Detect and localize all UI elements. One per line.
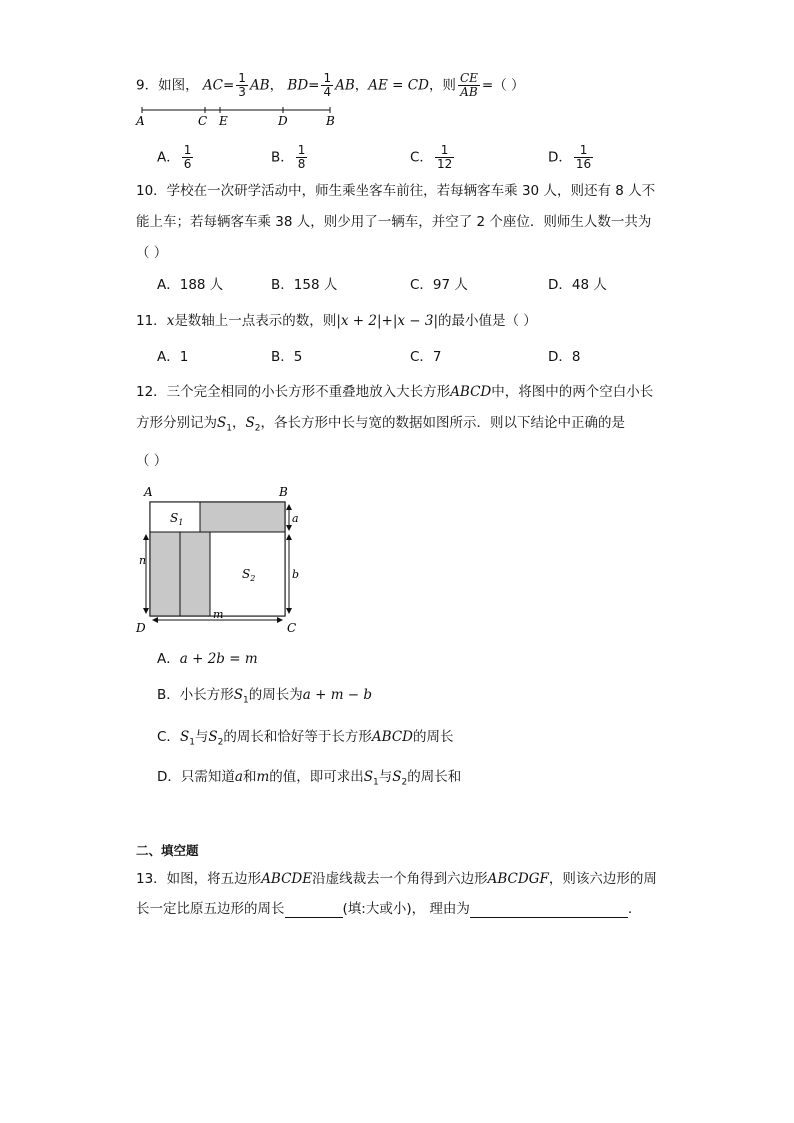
s2-sub: 2 — [250, 574, 256, 583]
segment-bd: BD — [287, 77, 309, 94]
q12-text: 方形分别记为 — [136, 415, 217, 431]
option-label: D．只需知道 — [157, 769, 235, 785]
condition-ae-cd: AE = CD — [368, 77, 429, 94]
question-12-line-1 — [136, 383, 653, 401]
fraction-denominator: 8 — [297, 157, 306, 171]
s2-symbol: S — [392, 769, 402, 785]
question-9-stem — [136, 72, 525, 99]
question-12-line-3: （ ） — [136, 453, 168, 469]
option-label: A． — [157, 651, 180, 667]
s2-symbol: S — [245, 415, 255, 431]
fraction-denominator: 6 — [183, 157, 192, 171]
question-10-line-1: 10．学校在一次研学活动中，师生乘坐客车前往，若每辆客车乘 30 人，则还有 8 人不 — [136, 183, 656, 199]
point-label-d: D — [278, 114, 288, 128]
dimension-b-label: b — [292, 568, 300, 581]
q11-option-d[interactable]: D．8 — [548, 349, 581, 365]
vertex-a-label: A — [144, 485, 153, 499]
q9-then: ，则 — [428, 77, 456, 94]
shaded-rect-top — [200, 502, 285, 532]
s2-subscript: 2 — [401, 777, 408, 788]
dimension-a-label: a — [292, 512, 299, 525]
option-fraction — [574, 144, 593, 171]
number-line-figure — [134, 104, 344, 128]
rect-abcd-label: ABCD — [371, 729, 413, 745]
option-label: D． — [548, 149, 572, 166]
q13-text: ，则该六边形的周 — [548, 871, 657, 887]
point-label-e: E — [219, 114, 228, 128]
absolute-value-expression: |x + 2|+|x − 3| — [336, 313, 439, 329]
dimension-m-label: m — [213, 608, 224, 621]
equals-sign: = — [222, 77, 235, 94]
q11-option-b[interactable]: B．5 — [271, 349, 303, 365]
q11-text: 是数轴上一点表示的数，则 — [174, 313, 337, 329]
s1-symbol: S — [217, 415, 227, 431]
answer-blank-2[interactable] — [470, 903, 628, 918]
fraction-numerator: 1 — [574, 144, 593, 158]
fraction-denominator: 12 — [436, 157, 453, 171]
s1-sub: 1 — [178, 518, 184, 527]
option-label: A． — [157, 149, 180, 166]
vertex-d-label: D — [136, 621, 146, 635]
answer-blank-1[interactable] — [285, 903, 343, 918]
s1-subscript: 1 — [373, 777, 379, 788]
fraction-numerator: CE — [459, 71, 478, 85]
vertex-c-label: C — [287, 621, 297, 635]
segment-ab: AB — [335, 77, 355, 94]
q13-text: 沿虚线裁去一个角得到六边形 — [312, 871, 488, 887]
q10-option-c[interactable]: C．97 人 — [410, 277, 468, 293]
fraction-denominator: AB — [460, 85, 478, 99]
q13-text: (填:大或小)， 理由为 — [342, 901, 470, 917]
question-12-line-2 — [136, 414, 625, 438]
dimension-n-label: n — [139, 554, 147, 567]
option-text: 与 — [194, 729, 209, 745]
q13-text: 13．如图，将五边形 — [136, 871, 262, 887]
q12-text: ，各长方形中长与宽的数据如图所示．则以下结论中正确的是 — [260, 415, 625, 431]
rectangles-figure — [130, 482, 310, 640]
s1-letter: S — [170, 511, 179, 525]
s2-subscript: 2 — [254, 423, 261, 434]
separator: ， — [269, 77, 284, 94]
q11-option-c[interactable]: C．7 — [410, 349, 442, 365]
q11-text: 的最小值是（ ） — [438, 313, 537, 329]
option-text: 的周长和恰好等于长方形 — [223, 729, 372, 745]
q11-option-a[interactable]: A．1 — [157, 349, 189, 365]
point-label-a: A — [136, 114, 145, 128]
q9-option-a[interactable] — [157, 144, 195, 171]
fraction-denominator: 16 — [575, 157, 592, 171]
fraction-one-quarter — [321, 72, 333, 99]
s2-symbol: S — [208, 729, 218, 745]
segment-ab: AB — [249, 77, 270, 94]
option-text: 的周长和 — [407, 769, 462, 785]
fraction-ce-ab — [458, 72, 480, 99]
point-label-c: C — [198, 114, 208, 128]
answer-bracket: =（ ） — [481, 77, 525, 94]
point-label-b: B — [326, 114, 335, 128]
s1-symbol: S — [233, 687, 244, 703]
separator: ， — [354, 77, 369, 94]
s1-subscript: 1 — [226, 423, 232, 434]
question-number: 11． — [136, 313, 167, 329]
fraction-denominator: 3 — [238, 85, 246, 99]
option-text: 和 — [242, 769, 257, 785]
q12-option-b[interactable] — [157, 686, 372, 710]
segment-ac: AC — [202, 77, 223, 94]
option-label: B．小长方形 — [157, 687, 234, 703]
q12-option-c[interactable] — [157, 728, 453, 752]
q12-text: 12．三个完全相同的小长方形不重叠地放入大长方形 — [136, 384, 451, 400]
question-10-line-2: 能上车；若每辆客车乘 38 人，则少用了一辆车，并空了 2 个座位．则师生人数一共为 — [136, 214, 652, 230]
option-fraction — [296, 144, 308, 171]
fraction-numerator: 1 — [435, 144, 454, 158]
vertex-b-label: B — [279, 485, 288, 499]
q9-option-c[interactable] — [410, 144, 456, 171]
hexagon-label: ABCDGF — [487, 871, 549, 887]
separator: ， — [231, 415, 246, 431]
shaded-rect-left — [150, 532, 180, 616]
s2-letter: S — [242, 567, 251, 581]
q12-text: 中，将图中的两个空白小长 — [491, 384, 654, 400]
option-label: B． — [271, 149, 294, 166]
s2-subscript: 2 — [217, 737, 224, 748]
fraction-numerator: 1 — [297, 143, 306, 157]
option-text: 的周长为 — [248, 687, 303, 703]
section-title-fill-in: 二、填空题 — [136, 843, 199, 858]
option-fraction — [435, 144, 454, 171]
variable-a: a — [234, 769, 243, 785]
fraction-numerator: 1 — [323, 71, 332, 85]
option-expression: a + m − b — [302, 687, 373, 703]
q12-option-a[interactable] — [157, 650, 258, 668]
s1-subscript: 1 — [243, 695, 249, 706]
equals-sign: = — [308, 77, 320, 94]
fraction-numerator: 1 — [238, 71, 246, 85]
q9-intro: 如图， — [158, 77, 199, 94]
s1-symbol: S — [363, 769, 374, 785]
question-10-line-3: （ ） — [136, 245, 168, 261]
variable-x: x — [166, 313, 175, 329]
q10-option-a[interactable]: A．188 人 — [157, 277, 224, 293]
option-fraction — [182, 144, 194, 171]
q9-option-b[interactable] — [271, 144, 309, 171]
option-text: 与 — [378, 769, 393, 785]
question-13-line-1 — [136, 870, 657, 888]
rect-abcd-label: ABCD — [450, 384, 492, 400]
s1-symbol: S — [179, 729, 190, 745]
q12-option-d[interactable] — [157, 768, 461, 792]
s1-subscript: 1 — [189, 737, 195, 748]
q13-text: 长一定比原五边形的周长 — [136, 901, 285, 917]
option-text: 的周长 — [412, 729, 454, 745]
q13-text: . — [627, 901, 633, 917]
option-label: C． — [157, 729, 180, 745]
question-number: 9． — [136, 77, 159, 94]
q9-option-d[interactable] — [548, 144, 595, 171]
fraction-denominator: 4 — [323, 85, 332, 99]
pentagon-label: ABCDE — [261, 871, 313, 887]
option-text: 的值，即可求出 — [269, 769, 364, 785]
option-label: C． — [410, 149, 433, 166]
variable-m: m — [256, 769, 270, 785]
fraction-numerator: 1 — [183, 143, 192, 157]
q10-option-d[interactable]: D．48 人 — [548, 277, 607, 293]
question-11-stem — [136, 312, 537, 330]
q10-option-b[interactable]: B．158 人 — [271, 277, 338, 293]
shaded-rect-middle — [180, 532, 210, 616]
fraction-one-third — [236, 72, 248, 99]
question-13-line-2 — [136, 900, 632, 918]
option-expression: a + 2b = m — [179, 651, 258, 667]
